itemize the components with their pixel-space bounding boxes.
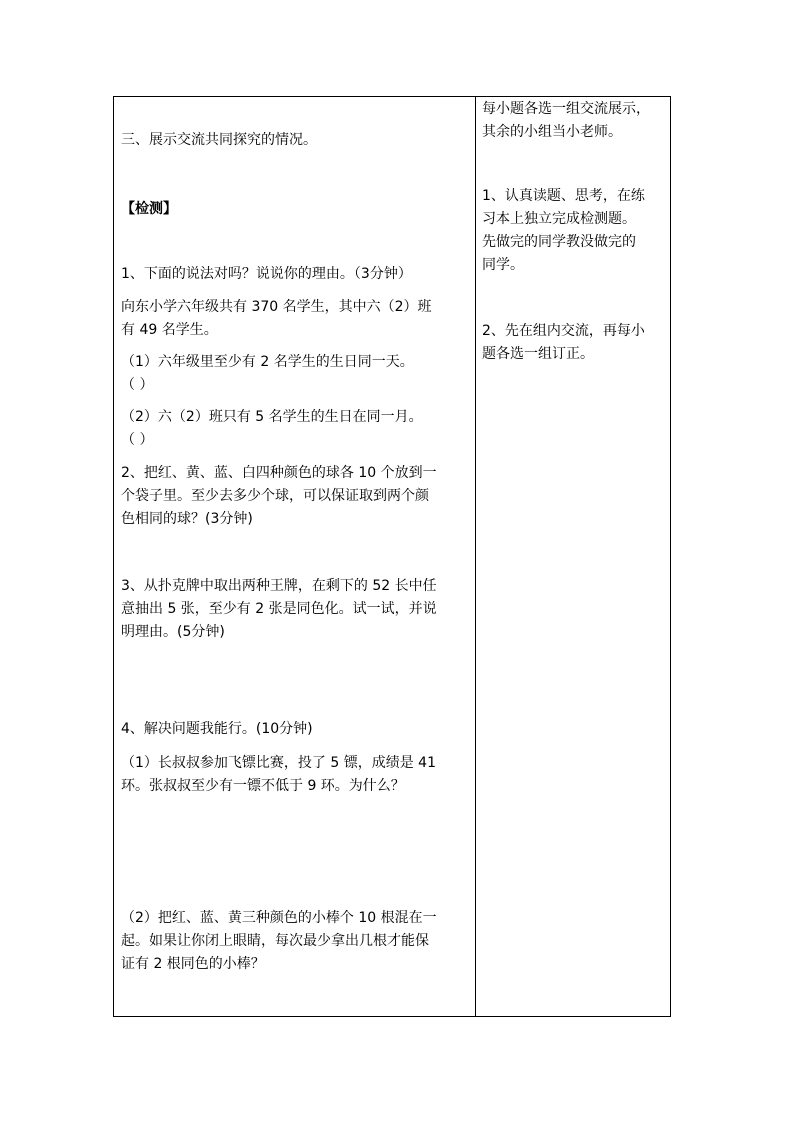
q3-line2: 意抽出 5 张，至少有 2 张是同色化。试一试，并说 (121, 601, 437, 617)
q2-line2: 个袋子里。至少去多少个球，可以保证取到两个颜 (121, 488, 429, 504)
q1-item2-line2: （ ） (121, 432, 154, 448)
q1-context-line2: 有 49 名学生。 (121, 322, 218, 338)
right-note2-line1: 1、认真读题、思考，在练 (482, 188, 645, 204)
q4-title: 4、解决问题我能行。(10分钟) (121, 721, 313, 737)
q4-sub2-line1: （2）把红、蓝、黄三种颜色的小棒个 10 根混在一 (121, 910, 437, 926)
q2-line1: 2、把红、黄、蓝、白四种颜色的球各 10 个放到一 (121, 465, 437, 481)
right-note2-line2: 习本上独立完成检测题。 (482, 211, 636, 227)
right-note1-line2: 其余的小组当小老师。 (482, 124, 622, 140)
right-note3-line2: 题各选一组订正。 (482, 346, 594, 362)
right-note2-line3: 先做完的同学教没做完的 (482, 234, 636, 250)
q1-item1-line2: （ ） (121, 377, 154, 393)
q1-title: 1、下面的说法对吗？说说你的理由。（3分钟） (121, 266, 412, 282)
q3-line3: 明理由。(5分钟) (121, 624, 225, 640)
lesson-table (113, 96, 671, 1017)
q4-sub2-line3: 证有 2 根同色的小棒？ (121, 956, 265, 972)
q3-line1: 3、从扑克牌中取出两种王牌，在剩下的 52 长中任 (121, 578, 437, 594)
q2-line3: 色相同的球？(3分钟) (121, 511, 253, 527)
q1-item1-line1: （1）六年级里至少有 2 名学生的生日同一天。 (121, 354, 414, 370)
q4-sub2-line2: 起。如果让你闭上眼睛，每次最少拿出几根才能保 (121, 933, 429, 949)
column-divider (475, 97, 476, 1016)
q1-context-line1: 向东小学六年级共有 370 名学生，其中六（2）班 (121, 299, 432, 315)
right-note3-line1: 2、先在组内交流，再每小 (482, 323, 645, 339)
right-note2-line4: 同学。 (482, 257, 524, 273)
q4-sub1-line2: 环。张叔叔至少有一镖不低于 9 环。为什么？ (121, 778, 405, 794)
q1-item2-line1: （2）六（2）班只有 5 名学生的生日在同一月。 (121, 409, 423, 425)
right-note1-line1: 每小题各选一组交流展示， (482, 101, 650, 117)
q4-sub1-line1: （1）长叔叔参加飞镖比赛，投了 5 镖，成绩是 41 (121, 755, 436, 771)
section-3-heading: 三、展示交流共同探究的情况。 (121, 132, 317, 148)
test-heading: 【检测】 (121, 201, 177, 217)
